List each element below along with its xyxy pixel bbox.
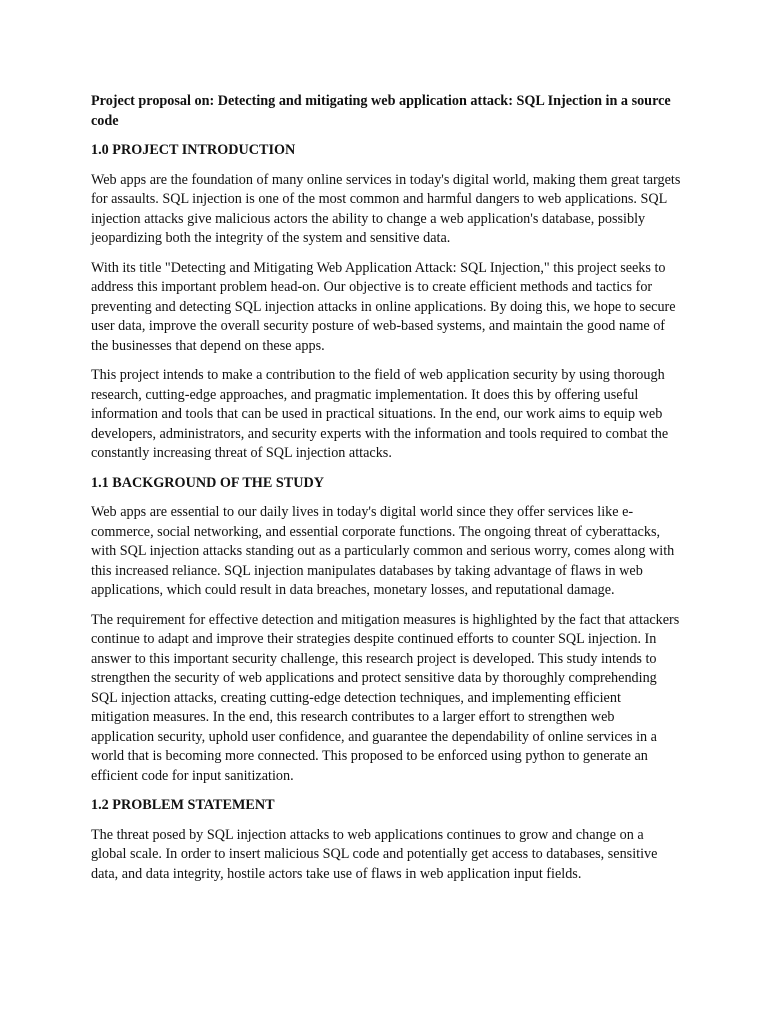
section-problem-statement xyxy=(91,796,681,884)
paragraph: This project intends to make a contribution to the field of web application security by using thorough research, cutting-edge approaches, and pragmatic implementation. It does this by offering useful information and tools that can be used in practical situations. In the end, our work aims to equip web developers, administrators, and security experts with the information and tools required to combat the constantly increasing threat of SQL injection attacks. xyxy=(91,367,669,461)
paragraph: The threat posed by SQL injection attacks to web applications continues to grow and change on a global scale. In order to insert malicious SQL code and potentially get access to databases, sensitive data, and data integrity, hostile actors take use of flaws in web application input fields. xyxy=(91,826,658,882)
document-page xyxy=(91,92,681,894)
section-heading: 1.0 PROJECT INTRODUCTION xyxy=(91,142,296,158)
section-project-introduction xyxy=(91,141,681,464)
document-title: Project proposal on: Detecting and mitigating web application attack: SQL Injection in a source code xyxy=(91,93,671,129)
section-heading: 1.2 PROBLEM STATEMENT xyxy=(91,797,275,813)
paragraph: Web apps are essential to our daily lives in today's digital world since they offer services like e-commerce, social networking, and essential corporate functions. The ongoing threat of cyberattacks, with SQL injection attacks standing out as a particularly common and serious worry, comes along with this increased reliance. SQL injection manipulates databases by taking advantage of flaws in web applications, which could result in data breaches, monetary losses, and reputational damage. xyxy=(91,504,675,598)
paragraph: The requirement for effective detection and mitigation measures is highlighted by the fact that attackers continue to adapt and improve their strategies despite continued efforts to counter SQL injection. In answer to this important security challenge, this research project is developed. This study intends to strengthen the security of web applications and protect sensitive data by thoroughly comprehending SQL injection attacks, creating cutting-edge detection techniques, and implementing efficient mitigation measures. In the end, this research contributes to a larger effort to strengthen web application security, uphold user confidence, and guarantee the dependability of online services in a world that is becoming more connected. This proposed to be enforced using python to generate an efficient code for input sanitization. xyxy=(91,611,680,784)
paragraph: Web apps are the foundation of many online services in today's digital world, making them great targets for assaults. SQL injection is one of the most common and harmful dangers to web applications. SQL injection attacks give malicious actors the ability to change a web application's database, possibly jeopardizing both the integrity of the system and sensitive data. xyxy=(91,171,681,246)
paragraph: With its title "Detecting and Mitigating Web Application Attack: SQL Injection," this project seeks to address this important problem head-on. Our objective is to create efficient methods and tactics for preventing and detecting SQL injection attacks in online applications. By doing this, we hope to secure user data, improve the overall security posture of web-based systems, and maintain the good name of the businesses that depend on these apps. xyxy=(91,259,676,354)
section-background-of-the-study xyxy=(91,474,681,787)
section-heading: 1.1 BACKGROUND OF THE STUDY xyxy=(91,474,324,491)
